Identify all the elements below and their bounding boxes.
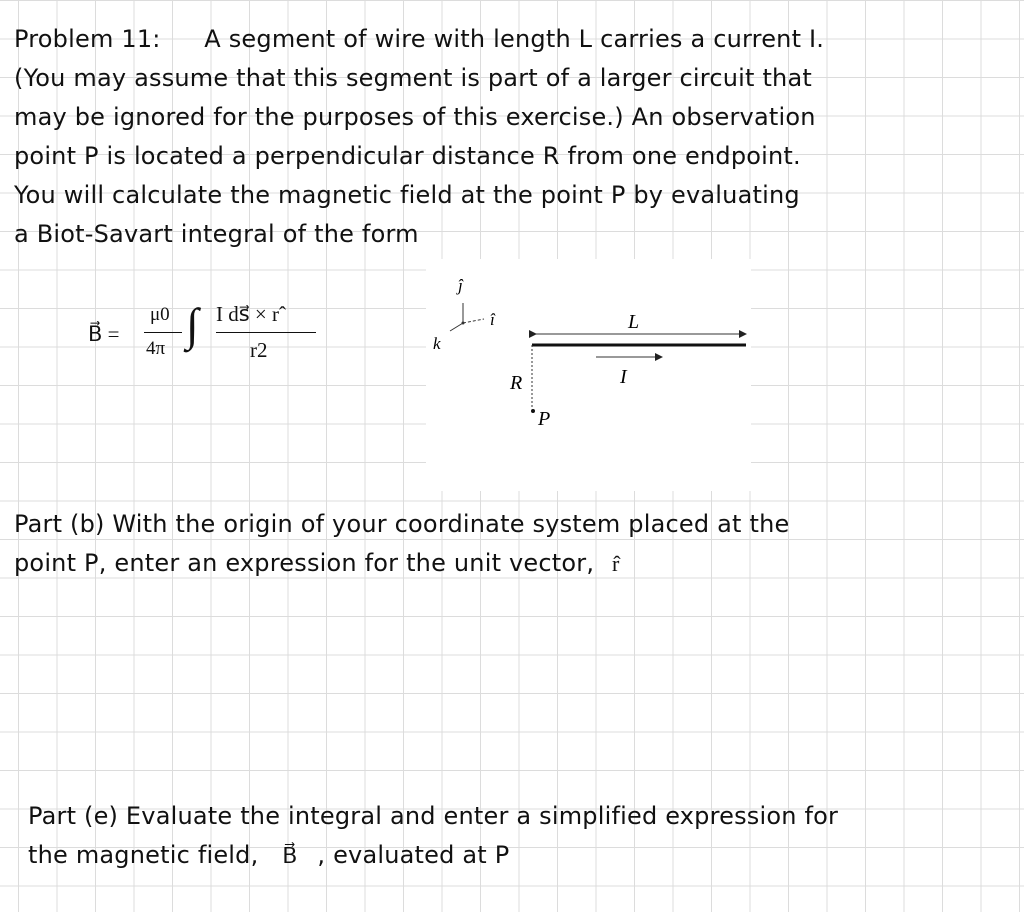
formula-const-denominator: 4π	[146, 338, 166, 359]
axes-icon	[450, 303, 484, 331]
problem-text-1: A segment of wire with length L carries a current I.	[204, 25, 825, 53]
problem-line-2: (You may assume that this segment is part of a larger circuit that	[14, 64, 812, 92]
point-label: P	[538, 408, 551, 430]
part-e-line-2	[28, 836, 509, 875]
formula-const-fraction-bar	[144, 332, 182, 333]
wire-diagram	[426, 259, 751, 491]
problem-line-4: point P is located a perpendicular distance R from one endpoint.	[14, 142, 801, 170]
part-b-line-1: Part (b) With the origin of your coordinate system placed at the	[14, 510, 790, 538]
part-e-suffix: , evaluated at P	[317, 841, 510, 869]
part-e-line-1: Part (e) Evaluate the integral and enter a simplified expression for	[28, 802, 839, 830]
unit-vector-symbol: r̂	[612, 551, 620, 576]
observation-point	[531, 409, 535, 413]
problem-line-1	[14, 20, 824, 59]
problem-line-3: may be ignored for the purposes of this exercise.) An observation	[14, 103, 816, 131]
problem-line-5: You will calculate the magnetic field at the point P by evaluating	[14, 181, 800, 209]
formula-integral-sign: ∫	[186, 299, 199, 350]
axis-label-k: k	[433, 334, 441, 353]
axis-label-i: î	[490, 310, 495, 329]
part-b-text: point P, enter an expression for the unit vector,	[14, 549, 595, 577]
part-e-text: the magnetic field,	[28, 841, 259, 869]
current-label: I	[620, 366, 627, 388]
distance-label: R	[510, 372, 523, 394]
field-symbol: B⃗	[282, 843, 298, 868]
formula-lhs: B⃗ =	[88, 322, 120, 346]
axis-label-j: ĵ	[458, 276, 463, 295]
problem-label: Problem 11:	[14, 25, 161, 53]
wire-diagram-svg	[426, 259, 751, 491]
formula-const-numerator: μ0	[150, 304, 170, 325]
biot-savart-formula	[88, 300, 338, 370]
part-b-line-2	[14, 544, 620, 583]
formula-integrand-numerator: I ds⃗ × rˆ	[216, 302, 287, 326]
problem-line-6: a Biot-Savart integral of the form	[14, 220, 419, 248]
formula-integrand-fraction-bar	[216, 332, 316, 333]
formula-integrand-denominator: r2	[250, 338, 268, 362]
length-label: L	[628, 311, 640, 333]
